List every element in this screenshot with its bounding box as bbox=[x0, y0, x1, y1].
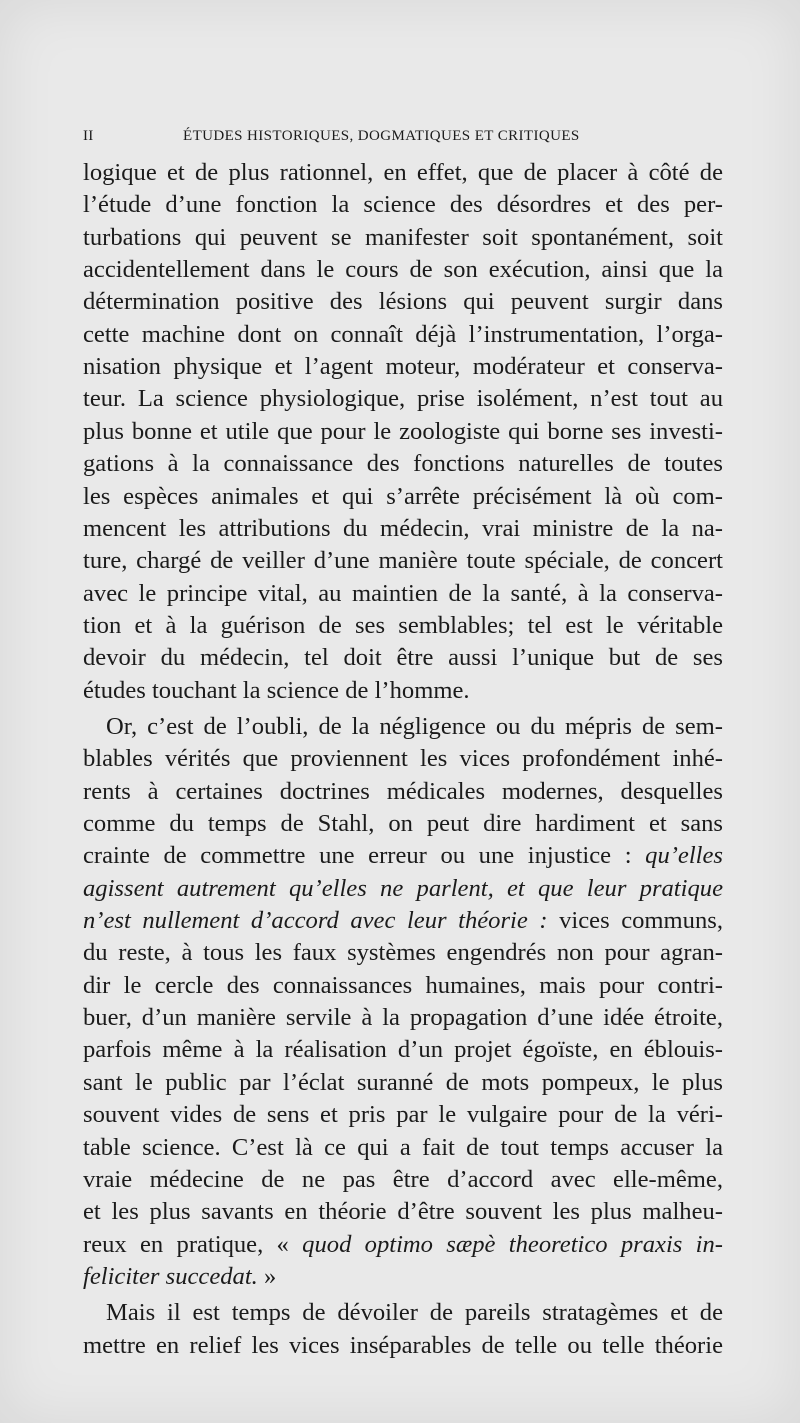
text-line bbox=[83, 1330, 723, 1362]
text-run: et les plus savants en théorie d’être souvent les plus malheu- bbox=[83, 1198, 723, 1225]
text-line bbox=[83, 383, 723, 415]
text-run: vraie médecine de ne pas être d’accord avec elle-même, bbox=[83, 1166, 723, 1193]
text-line bbox=[83, 1099, 723, 1131]
text-run: comme du temps de Stahl, on peut dire hardiment et sans bbox=[83, 810, 723, 837]
text-line bbox=[83, 319, 723, 351]
text-line bbox=[83, 1261, 723, 1293]
text-run: buer, d’un manière servile à la propagation d’une idée étroite, bbox=[83, 1004, 723, 1031]
text-run: tion et à la guérison de ses semblables; tel est le véritable bbox=[83, 612, 723, 639]
page-number: II bbox=[83, 128, 94, 144]
text-run: Mais il est temps de dévoiler de pareils stratagèmes et de bbox=[106, 1299, 723, 1326]
text-line bbox=[83, 578, 723, 610]
text-run: cette machine dont on connaît déjà l’instrumentation, l’orga- bbox=[83, 321, 723, 348]
text-line bbox=[83, 1132, 723, 1164]
text-run: sant le public par l’éclat suranné de mots pompeux, le plus bbox=[83, 1069, 723, 1096]
text-line bbox=[106, 1297, 723, 1329]
text-line bbox=[83, 513, 723, 545]
text-run: souvent vides de sens et pris par le vulgaire pour de la véri- bbox=[83, 1101, 723, 1128]
text-run: détermination positive des lésions qui peuvent surgir dans bbox=[83, 288, 723, 315]
italic-text: agissent autrement qu’elles ne parlent, et que leur pratique bbox=[83, 875, 723, 902]
text-line bbox=[83, 448, 723, 480]
text-line bbox=[83, 905, 723, 937]
text-run: mettre en relief les vices inséparables de telle ou telle théorie bbox=[83, 1332, 723, 1359]
text-line bbox=[83, 1034, 723, 1066]
text-line bbox=[106, 711, 723, 743]
text-line bbox=[83, 222, 723, 254]
text-run: avec le principe vital, au maintien de la santé, à la conserva- bbox=[83, 580, 723, 607]
text-line bbox=[83, 937, 723, 969]
text-line bbox=[83, 1002, 723, 1034]
text-run: gations à la connaissance des fonctions naturelles de toutes bbox=[83, 450, 723, 477]
text-run: » bbox=[257, 1263, 277, 1290]
text-run: études touchant la science de l’homme. bbox=[83, 677, 470, 704]
text-run: nisation physique et l’agent moteur, modérateur et conserva- bbox=[83, 353, 723, 380]
text-run: turbations qui peuvent se manifester soit spontanément, soit bbox=[83, 224, 723, 251]
text-run: Or, c’est de l’oubli, de la négligence ou du mépris de sem- bbox=[106, 713, 723, 740]
text-line bbox=[83, 1229, 723, 1261]
text-run: reux en pratique, « bbox=[83, 1231, 303, 1258]
text-run: crainte de commettre une erreur ou une injustice : bbox=[83, 842, 646, 869]
text-run: du reste, à tous les faux systèmes engendrés non pour agran- bbox=[83, 939, 723, 966]
text-line bbox=[83, 481, 723, 513]
text-run: teur. La science physiologique, prise isolément, n’est tout au bbox=[83, 385, 723, 412]
italic-text: quod optimo sæpè theoretico praxis in- bbox=[302, 1231, 723, 1258]
running-header bbox=[83, 128, 723, 154]
text-line bbox=[83, 1067, 723, 1099]
italic-text: n’est nullement d’accord avec leur théorie : bbox=[83, 907, 548, 934]
text-line bbox=[83, 970, 723, 1002]
text-run: mencent les attributions du médecin, vrai ministre de la na- bbox=[83, 515, 723, 542]
text-run: parfois même à la réalisation d’un projet égoïste, en éblouis- bbox=[83, 1036, 723, 1063]
italic-text: qu’elles bbox=[645, 842, 723, 869]
text-line bbox=[83, 416, 723, 448]
text-line bbox=[83, 776, 723, 808]
text-line bbox=[83, 743, 723, 775]
text-line bbox=[83, 545, 723, 577]
text-line bbox=[83, 254, 723, 286]
text-line bbox=[83, 1196, 723, 1228]
running-title: ÉTUDES HISTORIQUES, DOGMATIQUES ET CRITIQUES bbox=[183, 128, 580, 144]
text-run: blables vérités que proviennent les vices profondément inhé- bbox=[83, 745, 723, 772]
text-line bbox=[83, 840, 723, 872]
text-run: table science. C’est là ce qui a fait de tout temps accuser la bbox=[83, 1134, 723, 1161]
text-run: les espèces animales et qui s’arrête précisément là où com- bbox=[83, 483, 723, 510]
italic-text: feliciter succedat. bbox=[83, 1263, 258, 1290]
text-run: devoir du médecin, tel doit être aussi l’unique but de ses bbox=[83, 644, 723, 671]
text-line bbox=[83, 610, 723, 642]
text-line bbox=[83, 189, 723, 221]
text-line bbox=[83, 808, 723, 840]
text-run: plus bonne et utile que pour le zoologiste qui borne ses investi- bbox=[83, 418, 723, 445]
text-run: logique et de plus rationnel, en effet, que de placer à côté de bbox=[83, 159, 723, 186]
text-run: dir le cercle des connaissances humaines, mais pour contri- bbox=[83, 972, 723, 999]
text-line bbox=[83, 873, 723, 905]
text-run: accidentellement dans le cours de son exécution, ainsi que la bbox=[83, 256, 723, 283]
text-line bbox=[83, 1164, 723, 1196]
text-line bbox=[83, 351, 723, 383]
text-run: vices communs, bbox=[547, 907, 723, 934]
text-run: ture, chargé de veiller d’une manière toute spéciale, de concert bbox=[83, 547, 723, 574]
text-line bbox=[83, 675, 723, 707]
text-run: rents à certaines doctrines médicales modernes, desquelles bbox=[83, 778, 723, 805]
text-run: l’étude d’une fonction la science des désordres et des per- bbox=[83, 191, 723, 218]
text-line bbox=[83, 157, 723, 189]
text-line bbox=[83, 286, 723, 318]
text-line bbox=[83, 642, 723, 674]
